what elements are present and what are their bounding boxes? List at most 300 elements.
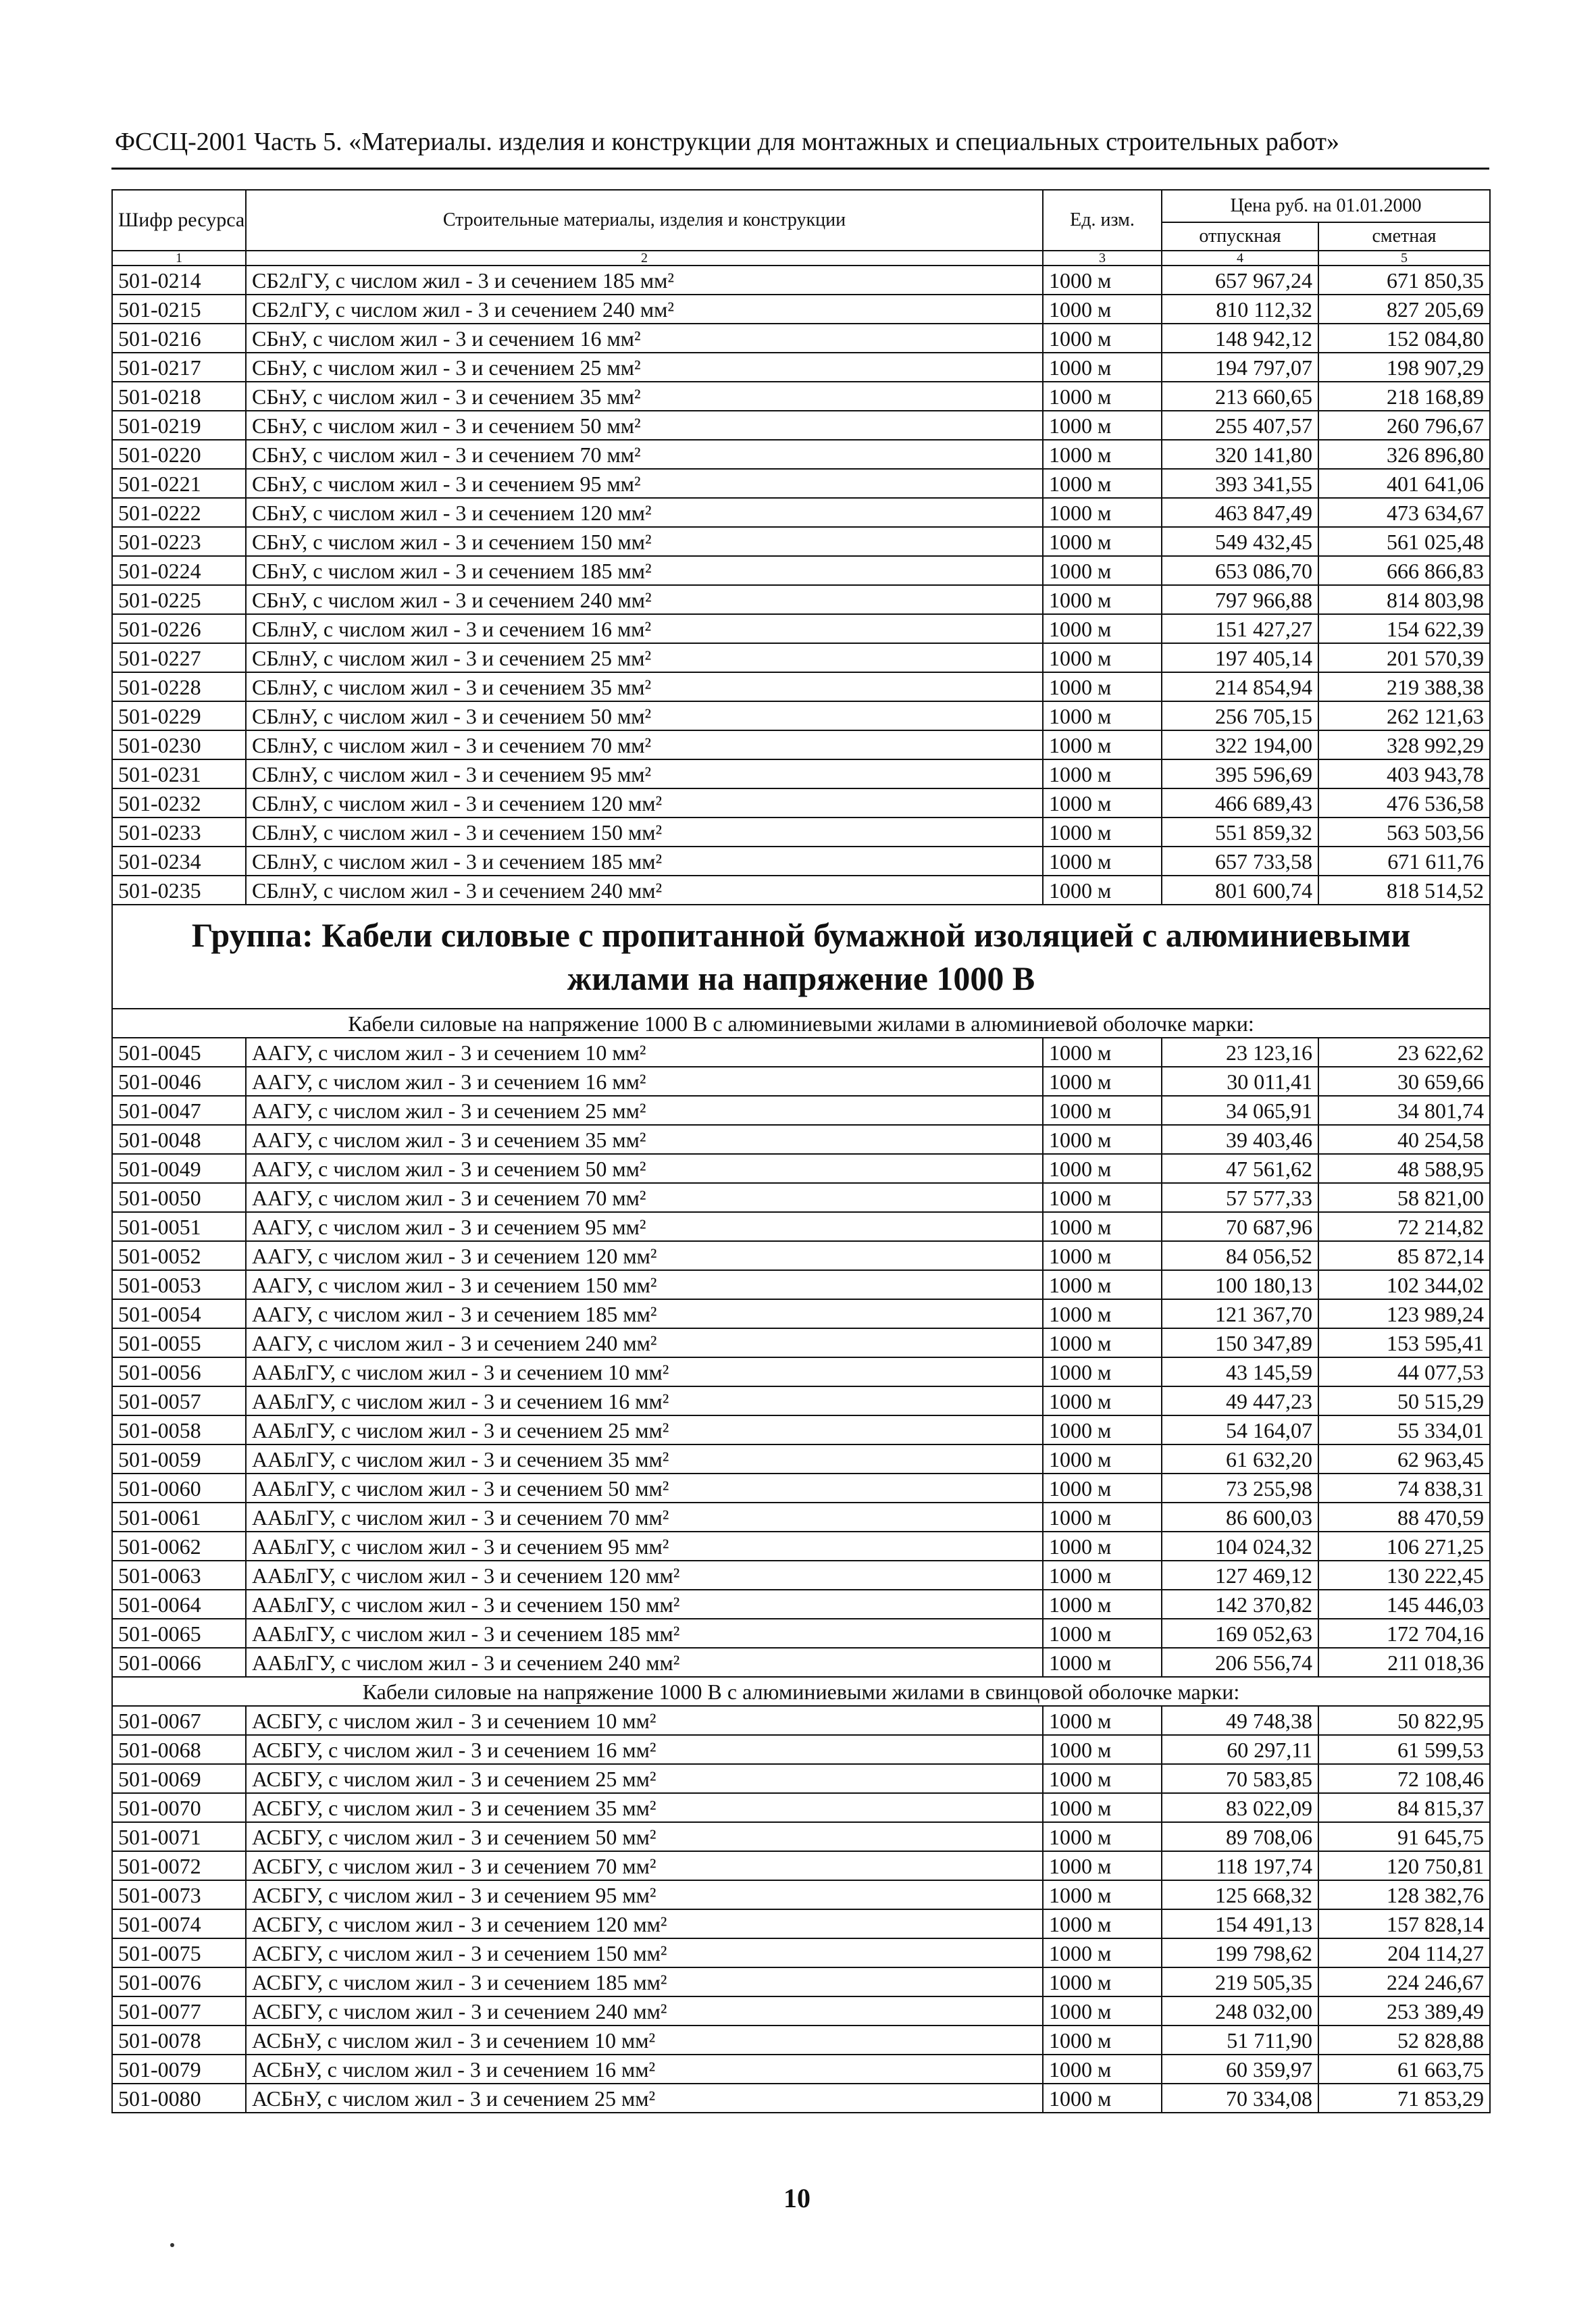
release-price: 34 065,91	[1162, 1096, 1318, 1125]
page-number: 10	[783, 2183, 810, 2213]
material-name: АСБнУ, с числом жил - 3 и сечением 10 мм²	[246, 2026, 1043, 2055]
resource-code: 501-0226	[112, 614, 246, 643]
resource-code: 501-0073	[112, 1880, 246, 1909]
table-row	[112, 1851, 1490, 1880]
material-name: АСБГУ, с числом жил - 3 и сечением 95 мм²	[246, 1880, 1043, 1909]
estimate-price: 88 470,59	[1318, 1503, 1490, 1532]
table-row	[112, 643, 1490, 672]
release-price: 797 966,88	[1162, 585, 1318, 614]
material-name: СБ2лГУ, с числом жил - 3 и сечением 185 мм²	[246, 266, 1043, 295]
estimate-price: 476 536,58	[1318, 788, 1490, 818]
table-row	[112, 1793, 1490, 1822]
unit: 1000 м	[1043, 1967, 1162, 1996]
estimate-price: 818 514,52	[1318, 876, 1490, 905]
resource-code: 501-0218	[112, 382, 246, 411]
release-price: 214 854,94	[1162, 672, 1318, 701]
resource-code: 501-0058	[112, 1415, 246, 1444]
release-price: 549 432,45	[1162, 527, 1318, 556]
release-price: 100 180,13	[1162, 1270, 1318, 1299]
estimate-price: 44 077,53	[1318, 1357, 1490, 1386]
table-row	[112, 440, 1490, 469]
resource-code: 501-0224	[112, 556, 246, 585]
unit: 1000 м	[1043, 2084, 1162, 2113]
release-price: 653 086,70	[1162, 556, 1318, 585]
estimate-price: 55 334,01	[1318, 1415, 1490, 1444]
estimate-price: 218 168,89	[1318, 382, 1490, 411]
release-price: 194 797,07	[1162, 353, 1318, 382]
column-number: 3	[1043, 251, 1162, 266]
release-price: 393 341,55	[1162, 469, 1318, 498]
section-rows	[112, 266, 1490, 905]
material-name: СБнУ, с числом жил - 3 и сечением 120 мм²	[246, 498, 1043, 527]
material-name: ААГУ, с числом жил - 3 и сечением 10 мм²	[246, 1038, 1043, 1067]
unit: 1000 м	[1043, 1038, 1162, 1067]
table-row	[112, 1415, 1490, 1444]
estimate-price: 671 850,35	[1318, 266, 1490, 295]
resource-code: 501-0074	[112, 1909, 246, 1938]
estimate-price: 30 659,66	[1318, 1067, 1490, 1096]
resource-code: 501-0060	[112, 1474, 246, 1503]
material-name: СБлнУ, с числом жил - 3 и сечением 150 мм²	[246, 818, 1043, 847]
release-price: 121 367,70	[1162, 1299, 1318, 1328]
release-price: 57 577,33	[1162, 1183, 1318, 1212]
material-name: АСБГУ, с числом жил - 3 и сечением 120 мм²	[246, 1909, 1043, 1938]
unit: 1000 м	[1043, 2055, 1162, 2084]
table-row	[112, 876, 1490, 905]
unit: 1000 м	[1043, 527, 1162, 556]
release-price: 43 145,59	[1162, 1357, 1318, 1386]
price-table	[111, 189, 1491, 2113]
header-price: Цена руб. на 01.01.2000	[1162, 190, 1490, 222]
material-name: СБнУ, с числом жил - 3 и сечением 240 мм²	[246, 585, 1043, 614]
release-price: 810 112,32	[1162, 295, 1318, 324]
resource-code: 501-0055	[112, 1328, 246, 1357]
material-name: ААГУ, с числом жил - 3 и сечением 50 мм²	[246, 1154, 1043, 1183]
unit: 1000 м	[1043, 1386, 1162, 1415]
material-name: ААГУ, с числом жил - 3 и сечением 240 мм²	[246, 1328, 1043, 1357]
table-row	[112, 1038, 1490, 1067]
estimate-price: 40 254,58	[1318, 1125, 1490, 1154]
resource-code: 501-0229	[112, 701, 246, 730]
resource-code: 501-0068	[112, 1735, 246, 1764]
estimate-price: 85 872,14	[1318, 1241, 1490, 1270]
header-estimate-price: сметная	[1318, 222, 1490, 251]
material-name: ААБлГУ, с числом жил - 3 и сечением 120 мм²	[246, 1561, 1043, 1590]
material-name: СБнУ, с числом жил - 3 и сечением 70 мм²	[246, 440, 1043, 469]
column-number: 1	[112, 251, 246, 266]
subgroup-rows	[112, 1038, 1490, 1677]
unit: 1000 м	[1043, 818, 1162, 847]
material-name: АСБГУ, с числом жил - 3 и сечением 50 мм²	[246, 1822, 1043, 1851]
unit: 1000 м	[1043, 2026, 1162, 2055]
resource-code: 501-0227	[112, 643, 246, 672]
table-row	[112, 1996, 1490, 2026]
resource-code: 501-0059	[112, 1444, 246, 1474]
release-price: 51 711,90	[1162, 2026, 1318, 2055]
unit: 1000 м	[1043, 1996, 1162, 2026]
group-title: Группа: Кабели силовые с пропитанной бумажной изоляцией с алюминиевыми жилами на напряжение 1000 В	[191, 916, 1411, 997]
material-name: СБнУ, с числом жил - 3 и сечением 150 мм²	[246, 527, 1043, 556]
resource-code: 501-0053	[112, 1270, 246, 1299]
estimate-price: 403 943,78	[1318, 759, 1490, 788]
table-row	[112, 1938, 1490, 1967]
table-row	[112, 788, 1490, 818]
material-name: СБлнУ, с числом жил - 3 и сечением 70 мм²	[246, 730, 1043, 759]
release-price: 49 748,38	[1162, 1706, 1318, 1735]
material-name: СБнУ, с числом жил - 3 и сечением 25 мм²	[246, 353, 1043, 382]
table-row	[112, 266, 1490, 295]
unit: 1000 м	[1043, 1154, 1162, 1183]
estimate-price: 153 595,41	[1318, 1328, 1490, 1357]
unit: 1000 м	[1043, 643, 1162, 672]
material-name: ААГУ, с числом жил - 3 и сечением 150 мм²	[246, 1270, 1043, 1299]
table-row	[112, 1212, 1490, 1241]
table-row	[112, 353, 1490, 382]
header-material: Строительные материалы, изделия и конструкции	[246, 190, 1043, 251]
material-name: ААГУ, с числом жил - 3 и сечением 185 мм²	[246, 1299, 1043, 1328]
table-row	[112, 1561, 1490, 1590]
unit: 1000 м	[1043, 295, 1162, 324]
estimate-price: 814 803,98	[1318, 585, 1490, 614]
estimate-price: 157 828,14	[1318, 1909, 1490, 1938]
resource-code: 501-0061	[112, 1503, 246, 1532]
release-price: 83 022,09	[1162, 1793, 1318, 1822]
estimate-price: 671 611,76	[1318, 847, 1490, 876]
estimate-price: 224 246,67	[1318, 1967, 1490, 1996]
resource-code: 501-0231	[112, 759, 246, 788]
table-row	[112, 527, 1490, 556]
release-price: 118 197,74	[1162, 1851, 1318, 1880]
release-price: 150 347,89	[1162, 1328, 1318, 1357]
material-name: ААГУ, с числом жил - 3 и сечением 16 мм²	[246, 1067, 1043, 1096]
table-row	[112, 1386, 1490, 1415]
unit: 1000 м	[1043, 1764, 1162, 1793]
resource-code: 501-0215	[112, 295, 246, 324]
table-row	[112, 382, 1490, 411]
unit: 1000 м	[1043, 1357, 1162, 1386]
estimate-price: 62 963,45	[1318, 1444, 1490, 1474]
unit: 1000 м	[1043, 469, 1162, 498]
release-price: 657 967,24	[1162, 266, 1318, 295]
table-row	[112, 1328, 1490, 1357]
table-row	[112, 556, 1490, 585]
resource-code: 501-0221	[112, 469, 246, 498]
unit: 1000 м	[1043, 585, 1162, 614]
unit: 1000 м	[1043, 1503, 1162, 1532]
estimate-price: 128 382,76	[1318, 1880, 1490, 1909]
material-name: ААГУ, с числом жил - 3 и сечением 35 мм²	[246, 1125, 1043, 1154]
table-row	[112, 585, 1490, 614]
table-row	[112, 1590, 1490, 1619]
estimate-price: 326 896,80	[1318, 440, 1490, 469]
subgroup-title: Кабели силовые на напряжение 1000 В с алюминиевыми жилами в свинцовой оболочке марки:	[112, 1677, 1490, 1706]
release-price: 61 632,20	[1162, 1444, 1318, 1474]
resource-code: 501-0048	[112, 1125, 246, 1154]
material-name: АСБГУ, с числом жил - 3 и сечением 25 мм²	[246, 1764, 1043, 1793]
estimate-price: 219 388,38	[1318, 672, 1490, 701]
material-name: ААБлГУ, с числом жил - 3 и сечением 95 мм²	[246, 1532, 1043, 1561]
resource-code: 501-0078	[112, 2026, 246, 2055]
material-name: АСБГУ, с числом жил - 3 и сечением 16 мм²	[246, 1735, 1043, 1764]
material-name: ААБлГУ, с числом жил - 3 и сечением 25 мм²	[246, 1415, 1043, 1444]
unit: 1000 м	[1043, 324, 1162, 353]
table-row	[112, 1880, 1490, 1909]
material-name: АСБГУ, с числом жил - 3 и сечением 70 мм²	[246, 1851, 1043, 1880]
unit: 1000 м	[1043, 1880, 1162, 1909]
resource-code: 501-0228	[112, 672, 246, 701]
resource-code: 501-0234	[112, 847, 246, 876]
material-name: СБлнУ, с числом жил - 3 и сечением 185 мм²	[246, 847, 1043, 876]
estimate-price: 201 570,39	[1318, 643, 1490, 672]
estimate-price: 154 622,39	[1318, 614, 1490, 643]
table-row	[112, 1299, 1490, 1328]
resource-code: 501-0219	[112, 411, 246, 440]
resource-code: 501-0056	[112, 1357, 246, 1386]
material-name: СБнУ, с числом жил - 3 и сечением 185 мм²	[246, 556, 1043, 585]
release-price: 23 123,16	[1162, 1038, 1318, 1067]
resource-code: 501-0050	[112, 1183, 246, 1212]
material-name: СБлнУ, с числом жил - 3 и сечением 240 мм²	[246, 876, 1043, 905]
table-row	[112, 2055, 1490, 2084]
estimate-price: 198 907,29	[1318, 353, 1490, 382]
unit: 1000 м	[1043, 1532, 1162, 1561]
estimate-price: 72 108,46	[1318, 1764, 1490, 1793]
release-price: 142 370,82	[1162, 1590, 1318, 1619]
table-row	[112, 759, 1490, 788]
unit: 1000 м	[1043, 759, 1162, 788]
material-name: СБлнУ, с числом жил - 3 и сечением 35 мм²	[246, 672, 1043, 701]
material-name: ААБлГУ, с числом жил - 3 и сечением 150 мм²	[246, 1590, 1043, 1619]
material-name: ААБлГУ, с числом жил - 3 и сечением 16 мм²	[246, 1386, 1043, 1415]
release-price: 169 052,63	[1162, 1619, 1318, 1648]
unit: 1000 м	[1043, 701, 1162, 730]
release-price: 248 032,00	[1162, 1996, 1318, 2026]
unit: 1000 м	[1043, 411, 1162, 440]
material-name: АСБГУ, с числом жил - 3 и сечением 35 мм²	[246, 1793, 1043, 1822]
table-row	[112, 1357, 1490, 1386]
release-price: 73 255,98	[1162, 1474, 1318, 1503]
table-row	[112, 1067, 1490, 1096]
unit: 1000 м	[1043, 1183, 1162, 1212]
estimate-price: 211 018,36	[1318, 1648, 1490, 1677]
estimate-price: 401 641,06	[1318, 469, 1490, 498]
estimate-price: 50 822,95	[1318, 1706, 1490, 1735]
estimate-price: 91 645,75	[1318, 1822, 1490, 1851]
estimate-price: 74 838,31	[1318, 1474, 1490, 1503]
resource-code: 501-0075	[112, 1938, 246, 1967]
estimate-price: 84 815,37	[1318, 1793, 1490, 1822]
release-price: 125 668,32	[1162, 1880, 1318, 1909]
resource-code: 501-0214	[112, 266, 246, 295]
release-price: 206 556,74	[1162, 1648, 1318, 1677]
table-row	[112, 469, 1490, 498]
resource-code: 501-0080	[112, 2084, 246, 2113]
release-price: 127 469,12	[1162, 1561, 1318, 1590]
resource-code: 501-0230	[112, 730, 246, 759]
unit: 1000 м	[1043, 1474, 1162, 1503]
release-price: 395 596,69	[1162, 759, 1318, 788]
release-price: 551 859,32	[1162, 818, 1318, 847]
unit: 1000 м	[1043, 1735, 1162, 1764]
unit: 1000 м	[1043, 556, 1162, 585]
table-row	[112, 847, 1490, 876]
estimate-price: 106 271,25	[1318, 1532, 1490, 1561]
estimate-price: 61 663,75	[1318, 2055, 1490, 2084]
unit: 1000 м	[1043, 1241, 1162, 1270]
resource-code: 501-0216	[112, 324, 246, 353]
material-name: ААБлГУ, с числом жил - 3 и сечением 35 мм²	[246, 1444, 1043, 1474]
material-name: АСБнУ, с числом жил - 3 и сечением 16 мм²	[246, 2055, 1043, 2084]
release-price: 151 427,27	[1162, 614, 1318, 643]
estimate-price: 262 121,63	[1318, 701, 1490, 730]
release-price: 70 687,96	[1162, 1212, 1318, 1241]
release-price: 154 491,13	[1162, 1909, 1318, 1938]
table-row	[112, 1735, 1490, 1764]
unit: 1000 м	[1043, 1909, 1162, 1938]
resource-code: 501-0051	[112, 1212, 246, 1241]
release-price: 49 447,23	[1162, 1386, 1318, 1415]
estimate-price: 52 828,88	[1318, 2026, 1490, 2055]
unit: 1000 м	[1043, 1822, 1162, 1851]
release-price: 86 600,03	[1162, 1503, 1318, 1532]
unit: 1000 м	[1043, 1648, 1162, 1677]
column-number: 4	[1162, 251, 1318, 266]
release-price: 463 847,49	[1162, 498, 1318, 527]
estimate-price: 204 114,27	[1318, 1938, 1490, 1967]
table-row	[112, 1909, 1490, 1938]
release-price: 39 403,46	[1162, 1125, 1318, 1154]
unit: 1000 м	[1043, 498, 1162, 527]
header-code: Шифр ресурса	[112, 190, 246, 251]
resource-code: 501-0045	[112, 1038, 246, 1067]
estimate-price: 72 214,82	[1318, 1212, 1490, 1241]
unit: 1000 м	[1043, 1328, 1162, 1357]
material-name: АСБнУ, с числом жил - 3 и сечением 25 мм²	[246, 2084, 1043, 2113]
material-name: СБлнУ, с числом жил - 3 и сечением 50 мм²	[246, 701, 1043, 730]
resource-code: 501-0235	[112, 876, 246, 905]
material-name: СБнУ, с числом жил - 3 и сечением 16 мм²	[246, 324, 1043, 353]
resource-code: 501-0064	[112, 1590, 246, 1619]
unit: 1000 м	[1043, 1096, 1162, 1125]
material-name: АСБГУ, с числом жил - 3 и сечением 240 мм²	[246, 1996, 1043, 2026]
subgroup-rows	[112, 1706, 1490, 2113]
material-name: ААБлГУ, с числом жил - 3 и сечением 185 мм²	[246, 1619, 1043, 1648]
release-price: 213 660,65	[1162, 382, 1318, 411]
table-row	[112, 730, 1490, 759]
release-price: 70 334,08	[1162, 2084, 1318, 2113]
unit: 1000 м	[1043, 353, 1162, 382]
resource-code: 501-0066	[112, 1648, 246, 1677]
estimate-price: 102 344,02	[1318, 1270, 1490, 1299]
material-name: ААБлГУ, с числом жил - 3 и сечением 70 мм²	[246, 1503, 1043, 1532]
material-name: ААБлГУ, с числом жил - 3 и сечением 10 мм²	[246, 1357, 1043, 1386]
header-release-price: отпускная	[1162, 222, 1318, 251]
release-price: 219 505,35	[1162, 1967, 1318, 1996]
resource-code: 501-0233	[112, 818, 246, 847]
release-price: 466 689,43	[1162, 788, 1318, 818]
table-row	[112, 1125, 1490, 1154]
page-header-title: ФССЦ-2001 Часть 5. «Материалы. изделия и конструкции для монтажных и специальных строительных работ»	[115, 128, 1339, 156]
table-row	[112, 1532, 1490, 1561]
unit: 1000 м	[1043, 440, 1162, 469]
table-row	[112, 2026, 1490, 2055]
group-heading-cell	[112, 905, 1490, 1009]
material-name: ААБлГУ, с числом жил - 3 и сечением 240 мм²	[246, 1648, 1043, 1677]
release-price: 89 708,06	[1162, 1822, 1318, 1851]
estimate-price: 152 084,80	[1318, 324, 1490, 353]
estimate-price: 23 622,62	[1318, 1038, 1490, 1067]
estimate-price: 563 503,56	[1318, 818, 1490, 847]
material-name: АСБГУ, с числом жил - 3 и сечением 150 мм²	[246, 1938, 1043, 1967]
resource-code: 501-0225	[112, 585, 246, 614]
resource-code: 501-0220	[112, 440, 246, 469]
material-name: АСБГУ, с числом жил - 3 и сечением 10 мм²	[246, 1706, 1043, 1735]
unit: 1000 м	[1043, 1793, 1162, 1822]
table-row	[112, 1619, 1490, 1648]
resource-code: 501-0217	[112, 353, 246, 382]
unit: 1000 м	[1043, 788, 1162, 818]
column-number: 2	[246, 251, 1043, 266]
unit: 1000 м	[1043, 614, 1162, 643]
material-name: СБлнУ, с числом жил - 3 и сечением 95 мм²	[246, 759, 1043, 788]
unit: 1000 м	[1043, 1125, 1162, 1154]
estimate-price: 58 821,00	[1318, 1183, 1490, 1212]
resource-code: 501-0223	[112, 527, 246, 556]
material-name: АСБГУ, с числом жил - 3 и сечением 185 мм²	[246, 1967, 1043, 1996]
table-row	[112, 614, 1490, 643]
release-price: 104 024,32	[1162, 1532, 1318, 1561]
unit: 1000 м	[1043, 876, 1162, 905]
unit: 1000 м	[1043, 730, 1162, 759]
resource-code: 501-0057	[112, 1386, 246, 1415]
estimate-price: 561 025,48	[1318, 527, 1490, 556]
unit: 1000 м	[1043, 1444, 1162, 1474]
unit: 1000 м	[1043, 1938, 1162, 1967]
header-unit: Ед. изм.	[1043, 190, 1162, 251]
release-price: 60 297,11	[1162, 1735, 1318, 1764]
table-row	[112, 1183, 1490, 1212]
resource-code: 501-0047	[112, 1096, 246, 1125]
table-row	[112, 1648, 1490, 1677]
table-row	[112, 324, 1490, 353]
resource-code: 501-0052	[112, 1241, 246, 1270]
table-row	[112, 2084, 1490, 2113]
unit: 1000 м	[1043, 1619, 1162, 1648]
estimate-price: 827 205,69	[1318, 295, 1490, 324]
table-row	[112, 1474, 1490, 1503]
release-price: 54 164,07	[1162, 1415, 1318, 1444]
unit: 1000 м	[1043, 672, 1162, 701]
resource-code: 501-0079	[112, 2055, 246, 2084]
table-row	[112, 1096, 1490, 1125]
resource-code: 501-0046	[112, 1067, 246, 1096]
table-row	[112, 295, 1490, 324]
table-row	[112, 701, 1490, 730]
table-row	[112, 818, 1490, 847]
unit: 1000 м	[1043, 1590, 1162, 1619]
resource-code: 501-0049	[112, 1154, 246, 1183]
release-price: 148 942,12	[1162, 324, 1318, 353]
estimate-price: 253 389,49	[1318, 1996, 1490, 2026]
release-price: 320 141,80	[1162, 440, 1318, 469]
material-name: ААГУ, с числом жил - 3 и сечением 25 мм²	[246, 1096, 1043, 1125]
material-name: СБлнУ, с числом жил - 3 и сечением 120 мм²	[246, 788, 1043, 818]
table-row	[112, 672, 1490, 701]
resource-code: 501-0069	[112, 1764, 246, 1793]
scan-dot	[170, 2243, 174, 2247]
table-row	[112, 1154, 1490, 1183]
table-row	[112, 1822, 1490, 1851]
